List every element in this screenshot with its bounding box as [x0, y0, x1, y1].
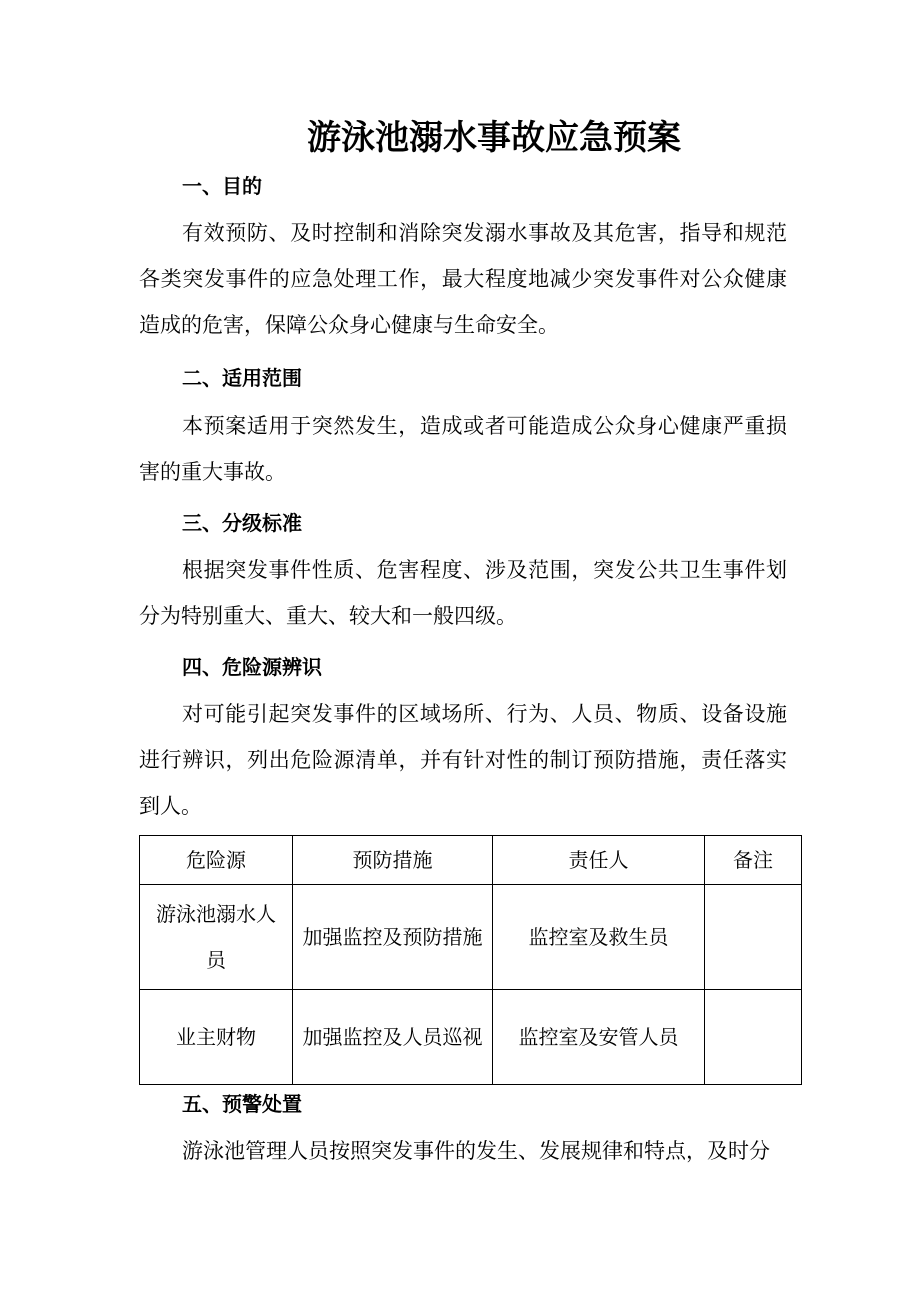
section-heading-warning: 五、预警处置: [182, 1092, 302, 1116]
table-header-row: [140, 836, 802, 885]
table-cell-hazard: 业主财物: [140, 990, 293, 1085]
table-row: [140, 990, 802, 1085]
section-paragraph-grading: 根据突发事件性质、危害程度、涉及范围，突发公共卫生事件划分为特别重大、重大、较大和一般四级。: [139, 558, 787, 628]
table-cell-hazard: 游泳池溺水人员: [140, 885, 293, 990]
section-paragraph-purpose: 有效预防、及时控制和消除突发溺水事故及其危害，指导和规范各类突发事件的应急处理工作，最大程度地减少突发事件对公众健康造成的危害，保障公众身心健康与生命安全。: [139, 221, 787, 337]
table-cell-remarks: [705, 990, 802, 1085]
table-cell-responsible: 监控室及安管人员: [493, 990, 705, 1085]
table-header-measures: 预防措施: [293, 836, 493, 885]
table-header-responsible: 责任人: [493, 836, 705, 885]
section-paragraph-hazard-identification: 对可能引起突发事件的区域场所、行为、人员、物质、设备设施进行辨识，列出危险源清单，并有针对性的制订预防措施，责任落实到人。: [139, 702, 787, 818]
table-header-remarks: 备注: [705, 836, 802, 885]
section-paragraph-scope: 本预案适用于突然发生，造成或者可能造成公众身心健康严重损害的重大事故。: [139, 414, 787, 484]
section-heading-purpose: 一、目的: [182, 174, 262, 198]
table-cell-remarks: [705, 885, 802, 990]
table-cell-measures: 加强监控及预防措施: [293, 885, 493, 990]
section-heading-grading: 三、分级标准: [182, 511, 302, 535]
table-header-hazard: 危险源: [140, 836, 293, 885]
table-cell-measures: 加强监控及人员巡视: [293, 990, 493, 1085]
section-heading-scope: 二、适用范围: [182, 366, 302, 390]
section-paragraph-warning: 游泳池管理人员按照突发事件的发生、发展规律和特点，及时分: [182, 1139, 770, 1163]
table-cell-responsible: 监控室及救生员: [493, 885, 705, 990]
document-title: 游泳池溺水事故应急预案: [307, 118, 681, 158]
table-row: [140, 885, 802, 990]
hazard-table: [139, 835, 802, 1085]
section-heading-hazard-identification: 四、危险源辨识: [182, 655, 322, 679]
